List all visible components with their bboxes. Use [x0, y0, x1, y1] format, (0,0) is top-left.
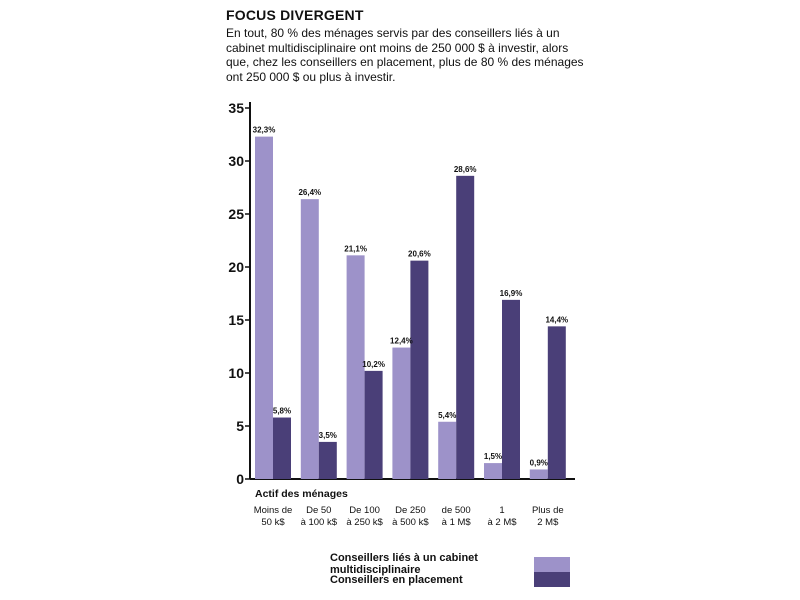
- y-tick-label: 25: [228, 206, 244, 222]
- x-category-label: de 500: [441, 505, 471, 516]
- data-label-series-2: 3,5%: [318, 430, 337, 440]
- y-tick-label: 20: [228, 259, 244, 275]
- data-label-series-1: 0,9%: [529, 458, 548, 468]
- chart-title: FOCUS DIVERGENT: [226, 7, 364, 23]
- x-category-label: à 500 k$: [392, 517, 429, 528]
- data-label-series-1: 12,4%: [390, 336, 413, 346]
- x-category-label: 2 M$: [537, 517, 559, 528]
- bar-series-1: [530, 469, 548, 479]
- x-category-label: Moins de: [253, 505, 293, 516]
- x-category-label: 1: [499, 505, 505, 516]
- y-tick-label: 5: [236, 418, 244, 434]
- x-category-label: à 2 M$: [487, 517, 517, 528]
- y-tick-label: 30: [228, 153, 244, 169]
- bar-series-2: [410, 261, 428, 479]
- data-label-series-2: 28,6%: [453, 164, 477, 174]
- bar-series-1: [255, 137, 273, 479]
- bar-series-2: [273, 418, 291, 479]
- y-tick-label: 10: [228, 365, 244, 381]
- data-label-series-2: 5,8%: [272, 406, 292, 416]
- data-label-series-2: 20,6%: [408, 249, 431, 259]
- legend-swatch-series-1: [534, 557, 570, 572]
- y-tick-label: 0: [236, 471, 244, 487]
- chart-subtitle: En tout, 80 % des ménages servis par des conseillers liés à un cabinet multidisciplinaire ont moins de 250 000 $ à investir, alors que, chez les conseillers en placement, plus de 80 % des ménages ont 250 000 $ ou plus à investir.: [226, 26, 584, 84]
- data-label-series-2: 14,4%: [545, 315, 569, 325]
- data-label-series-1: 26,4%: [298, 188, 322, 198]
- bar-series-2: [456, 176, 474, 479]
- legend-label-series-2: Conseillers en placement: [330, 573, 463, 586]
- bar-series-2: [502, 300, 520, 479]
- x-category-label: De 50: [306, 505, 332, 516]
- bar-series-2: [319, 442, 337, 479]
- bar-series-2: [365, 371, 383, 479]
- x-category-label: 50 k$: [261, 517, 285, 528]
- x-category-label: De 100: [349, 505, 380, 516]
- bar-series-1: [438, 422, 456, 479]
- legend-label-series-1: Conseillers liés à un cabinet multidisciplinaire: [330, 552, 478, 576]
- data-label-series-2: 16,9%: [499, 288, 523, 298]
- x-category-label: à 1 M$: [441, 517, 471, 528]
- y-tick-label: 15: [228, 312, 244, 328]
- bar-series-1: [484, 463, 502, 479]
- x-axis-title: Actif des ménages: [255, 488, 348, 500]
- x-category-label: Plus de: [531, 505, 564, 516]
- bar-series-1: [301, 199, 319, 479]
- bar-series-2: [548, 326, 566, 479]
- x-category-label: à 100 k$: [300, 517, 338, 528]
- data-label-series-1: 32,3%: [252, 125, 276, 135]
- data-label-series-2: 10,2%: [362, 359, 385, 369]
- legend-swatch-series-2: [534, 572, 570, 587]
- x-category-label: De 250: [395, 505, 426, 516]
- data-label-series-1: 1,5%: [483, 452, 503, 462]
- x-axis-labels: [254, 488, 564, 528]
- data-label-series-1: 21,1%: [344, 244, 367, 254]
- y-tick-label: 35: [228, 100, 244, 116]
- legend-item-series-2: [330, 572, 570, 587]
- data-label-series-1: 5,4%: [438, 410, 457, 420]
- x-category-label: à 250 k$: [346, 517, 383, 528]
- bar-series-1: [392, 348, 410, 479]
